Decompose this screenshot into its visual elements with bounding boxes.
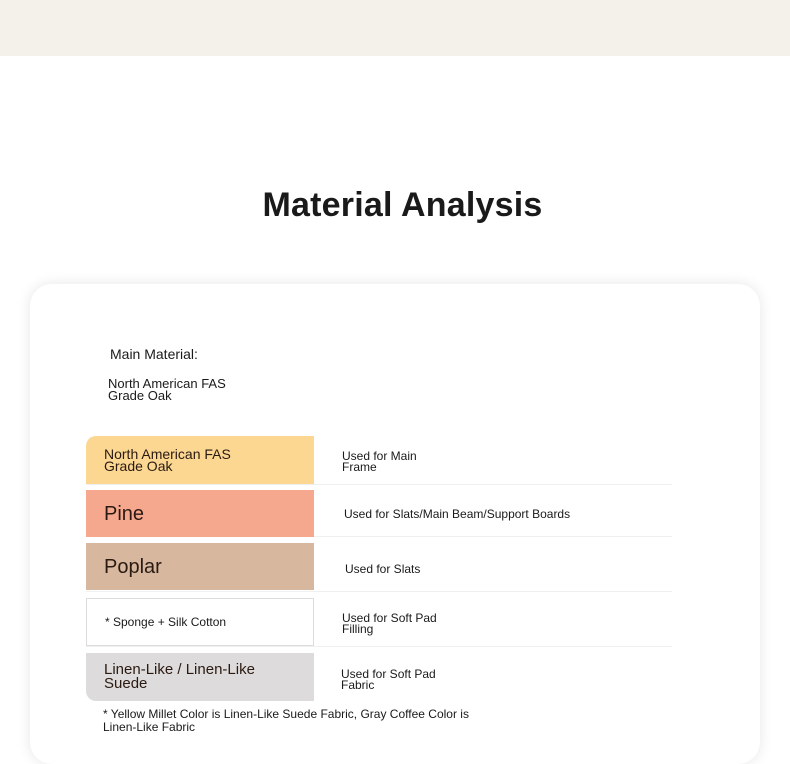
material-name: Poplar xyxy=(104,555,162,578)
material-swatch xyxy=(86,598,314,646)
material-name: Linen-Like / Linen-Like Suede xyxy=(104,661,255,692)
material-usage: Used for Soft Pad Filling xyxy=(342,611,437,636)
material-usage: Used for Soft Pad Fabric xyxy=(341,667,436,692)
material-name: * Sponge + Silk Cotton xyxy=(105,615,227,629)
material-card xyxy=(30,284,760,764)
material-row-poplar xyxy=(86,543,672,592)
material-row-sponge xyxy=(86,598,672,647)
material-swatch xyxy=(86,653,314,701)
material-row-linen xyxy=(86,653,672,702)
page-title: Material Analysis xyxy=(262,186,543,224)
material-name: North American FAS Grade Oak xyxy=(104,446,231,474)
footnote: * Yellow Millet Color is Linen-Like Suede Fabric, Gray Coffee Color is Linen-Like Fabric xyxy=(103,707,469,734)
top-band xyxy=(0,0,790,56)
material-usage: Used for Slats xyxy=(345,562,421,576)
main-material-label: Main Material: xyxy=(110,346,198,362)
material-swatch xyxy=(86,490,314,537)
material-row-pine xyxy=(86,490,672,537)
main-material-value: North American FAS Grade Oak xyxy=(108,376,226,403)
material-name: Pine xyxy=(104,502,145,525)
material-row-oak xyxy=(86,436,672,485)
material-swatch xyxy=(86,543,314,590)
material-usage: Used for Slats/Main Beam/Support Boards xyxy=(344,507,571,521)
material-swatch xyxy=(86,436,314,484)
material-usage: Used for Main Frame xyxy=(342,449,417,474)
